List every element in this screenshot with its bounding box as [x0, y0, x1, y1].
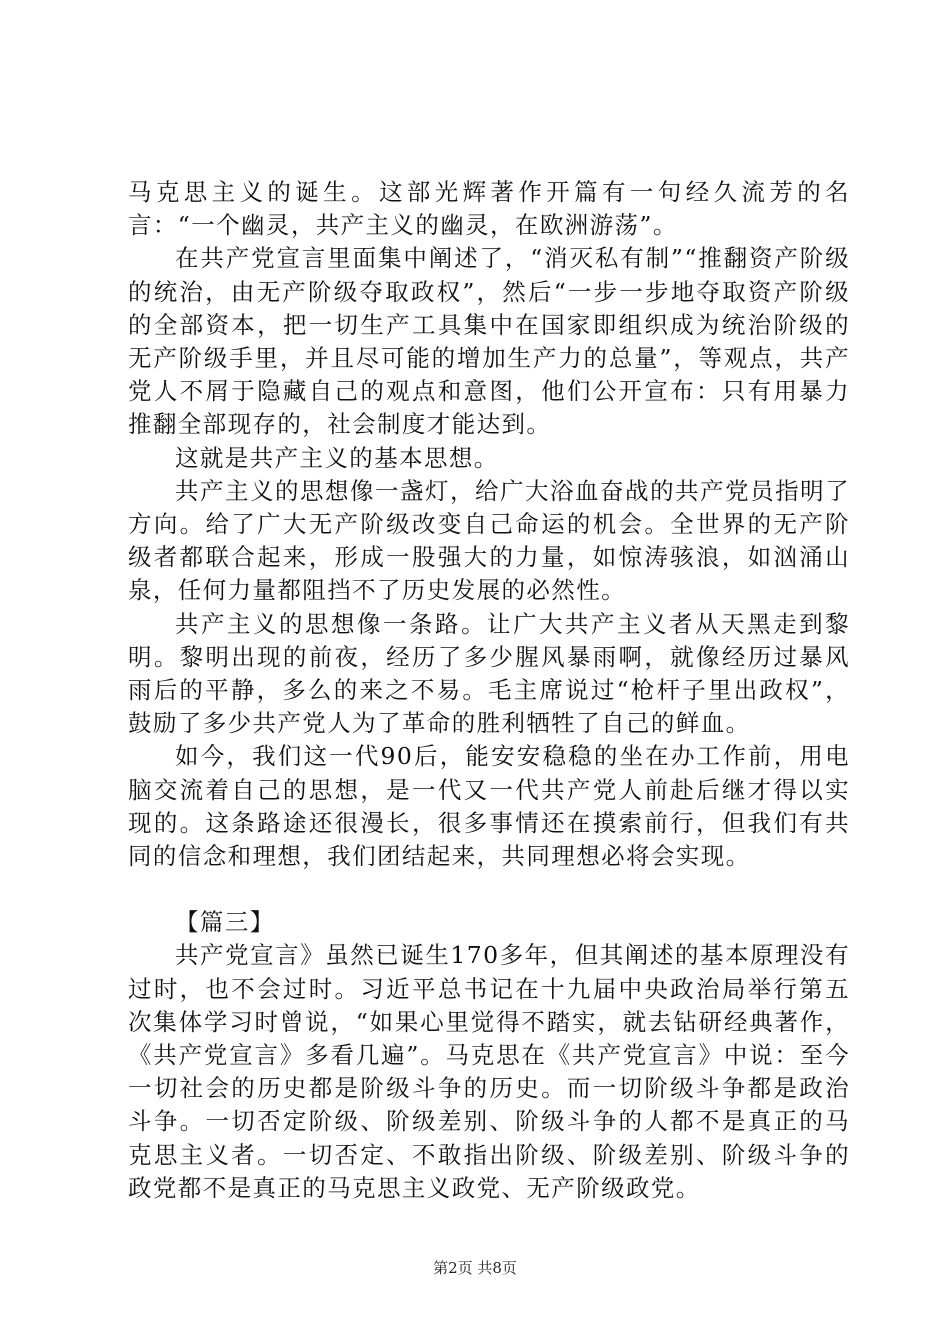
- section-heading: 【篇三】: [175, 908, 275, 937]
- paragraph-section-three: 共产党宣言》虽然已诞生170多年，但其阐述的基本原理没有过时，也不会过时。习近平总书记在十九届中央政治局举行第五次集体学习时曾说，“如果心里觉得不踏实，就去钻研经典著作，《共产党宣言》多看几遍”。马克思在《共产党宣言》中说：至今一切社会的历史都是阶级斗争的历史。而一切阶级斗争都是政治斗争。一切否定阶级、阶级差别、阶级斗争的人都不是真正的马克思主义者。一切否定、不敢指出阶级、阶级差别、阶级斗争的政党都不是真正的马克思主义政党、无产阶级政党。: [128, 941, 850, 1202]
- paragraph-road: 共产主义的思想像一条路。让广大共产主义者从天黑走到黎明。黎明出现的前夜，经历了多少腥风暴雨啊，就像经历过暴风雨后的平静，多么的来之不易。毛主席说过“枪杆子里出政权”，鼓励了多少共产党人为了革命的胜利牺牲了自己的鲜血。: [128, 609, 850, 738]
- paragraph-lamp: 共产主义的思想像一盏灯，给广大浴血奋战的共产党员指明了方向。给了广大无产阶级改变自己命运的机会。全世界的无产阶级者都联合起来，形成一股强大的力量，如惊涛骇浪，如汹涌山泉，任何力量都阻挡不了历史发展的必然性。: [128, 476, 850, 605]
- paragraph-today: 如今，我们这一代90后，能安安稳稳的坐在办工作前，用电脑交流着自己的思想，是一代又一代共产党人前赴后继才得以实现的。这条路途还很漫长，很多事情还在摸索前行，但我们有共同的信念和理想，我们团结起来，共同理想必将会实现。: [128, 742, 850, 871]
- document-body: [128, 176, 850, 1205]
- paragraph-continuation: 马克思主义的诞生。这部光辉著作开篇有一句经久流芳的名言：“一个幽灵，共产主义的幽灵，在欧洲游荡”。: [128, 178, 850, 240]
- paragraph-basic-idea: 这就是共产主义的基本思想。: [175, 443, 499, 472]
- page-footer: 第2页 共8页: [433, 1259, 517, 1277]
- paragraph-manifesto-ideas: 在共产党宣言里面集中阐述了，“消灭私有制”“推翻资产阶级的统治，由无产阶级夺取政权”，然后“一步一步地夺取资产阶级的全部资本，把一切生产工具集中在国家即组织成为统治阶级的无产阶级手里，并且尽可能的增加生产力的总量”，等观点，共产党人不屑于隐藏自己的观点和意图，他们公开宣布：只有用暴力推翻全部现存的，社会制度才能达到。: [128, 244, 850, 439]
